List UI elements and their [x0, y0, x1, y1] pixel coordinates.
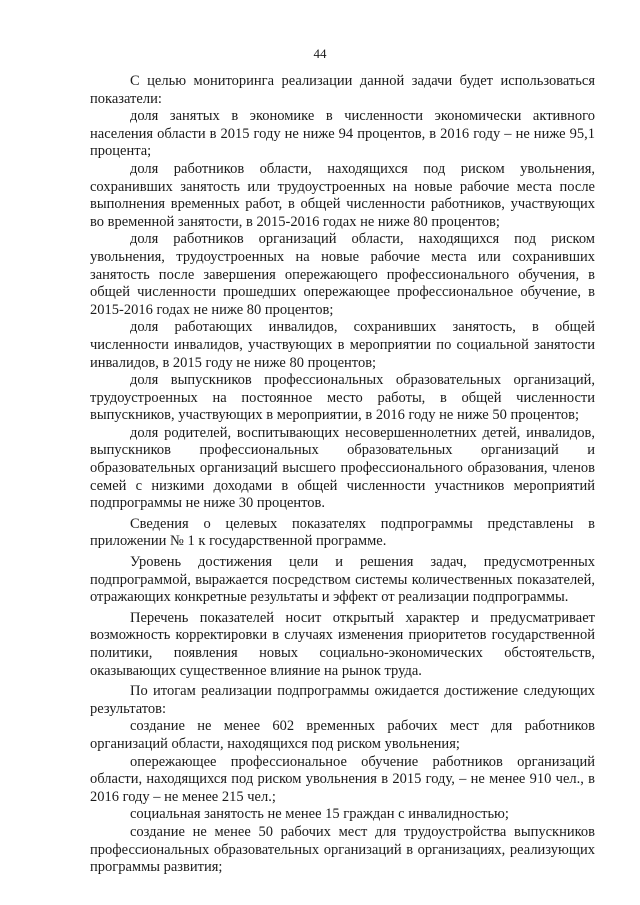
- paragraph-expected-results: По итогам реализации подпрограммы ожидается достижение следующих результатов:: [90, 683, 595, 717]
- paragraph-indicator-list: Перечень показателей носит открытый характер и предусматривает возможность корректировки в случаях изменения приоритетов государственной политики, появления новых социально-экономических обстоятельств, оказывающих существенное влияние на рынок труда.: [90, 609, 595, 679]
- document-body: [90, 73, 595, 877]
- paragraph-indicator-advanced-training: доля работников организаций области, находящихся под риском увольнения, трудоустроенных на новые рабочие места или сохранивших занятость после завершения опережающего профессионального обучения, в общей численности прошедших опережающее профессиональное обучение, в 2015-2016 годах не ниже 80 процентов;: [90, 231, 595, 318]
- paragraph-indicator-graduates: доля выпускников профессиональных образовательных организаций, трудоустроенных на постоянное место работы, в общей численности выпускников, участвующих в мероприятии, в 2016 году не ниже 50 процентов;: [90, 372, 595, 424]
- paragraph-intro: С целью мониторинга реализации данной задачи будет использоваться показатели:: [90, 73, 595, 107]
- paragraph-achievement-level: Уровень достижения цели и решения задач, предусмотренных подпрограммой, выражается посредством системы количественных показателей, отражающих конкретные результаты и эффект от реализации подпрограммы.: [90, 554, 595, 606]
- paragraph-appendix-reference: Сведения о целевых показателях подпрограммы представлены в приложении № 1 к государственной программе.: [90, 515, 595, 550]
- page-number: 44: [313, 46, 327, 61]
- paragraph-indicator-disabled-employment: доля работающих инвалидов, сохранивших занятость, в общей численности инвалидов, участвующих в мероприятии по социальной занятости инвалидов, в 2015 году не ниже 80 процентов;: [90, 319, 595, 371]
- paragraph-result-temporary-jobs: создание не менее 602 временных рабочих мест для работников организаций области, находящихся под риском увольнения;: [90, 718, 595, 752]
- paragraph-result-training: опережающее профессиональное обучение работников организаций области, находящихся под риском увольнения в 2015 году, – не менее 910 чел., в 2016 году – не менее 215 чел.;: [90, 753, 595, 805]
- paragraph-indicator-employment: доля занятых в экономике в численности экономически активного населения области в 2015 году не ниже 94 процентов, в 2016 году – не ниже 95,1 процента;: [90, 108, 595, 160]
- paragraph-indicator-temporary-work: доля работников области, находящихся под риском увольнения, сохранивших занятость или трудоустроенных на новые рабочие места после выполнения временных работ, в общей численности работников, участвующих во временной занятости, в 2015-2016 годах не ниже 80 процентов;: [90, 160, 595, 230]
- paragraph-result-graduate-jobs: создание не менее 50 рабочих мест для трудоустройства выпускников профессиональных образовательных организаций в организациях, реализующих программы развития;: [90, 823, 595, 876]
- paragraph-result-social-employment: социальная занятость не менее 15 граждан с инвалидностью;: [130, 806, 509, 823]
- paragraph-indicator-parents: доля родителей, воспитывающих несовершеннолетних детей, инвалидов, выпускников профессиональных образовательных организаций и образовательных организаций высшего профессионального образования, членов семей с низкими доходами в общей численности участников мероприятий подпрограммы не ниже 30 процентов.: [90, 424, 595, 512]
